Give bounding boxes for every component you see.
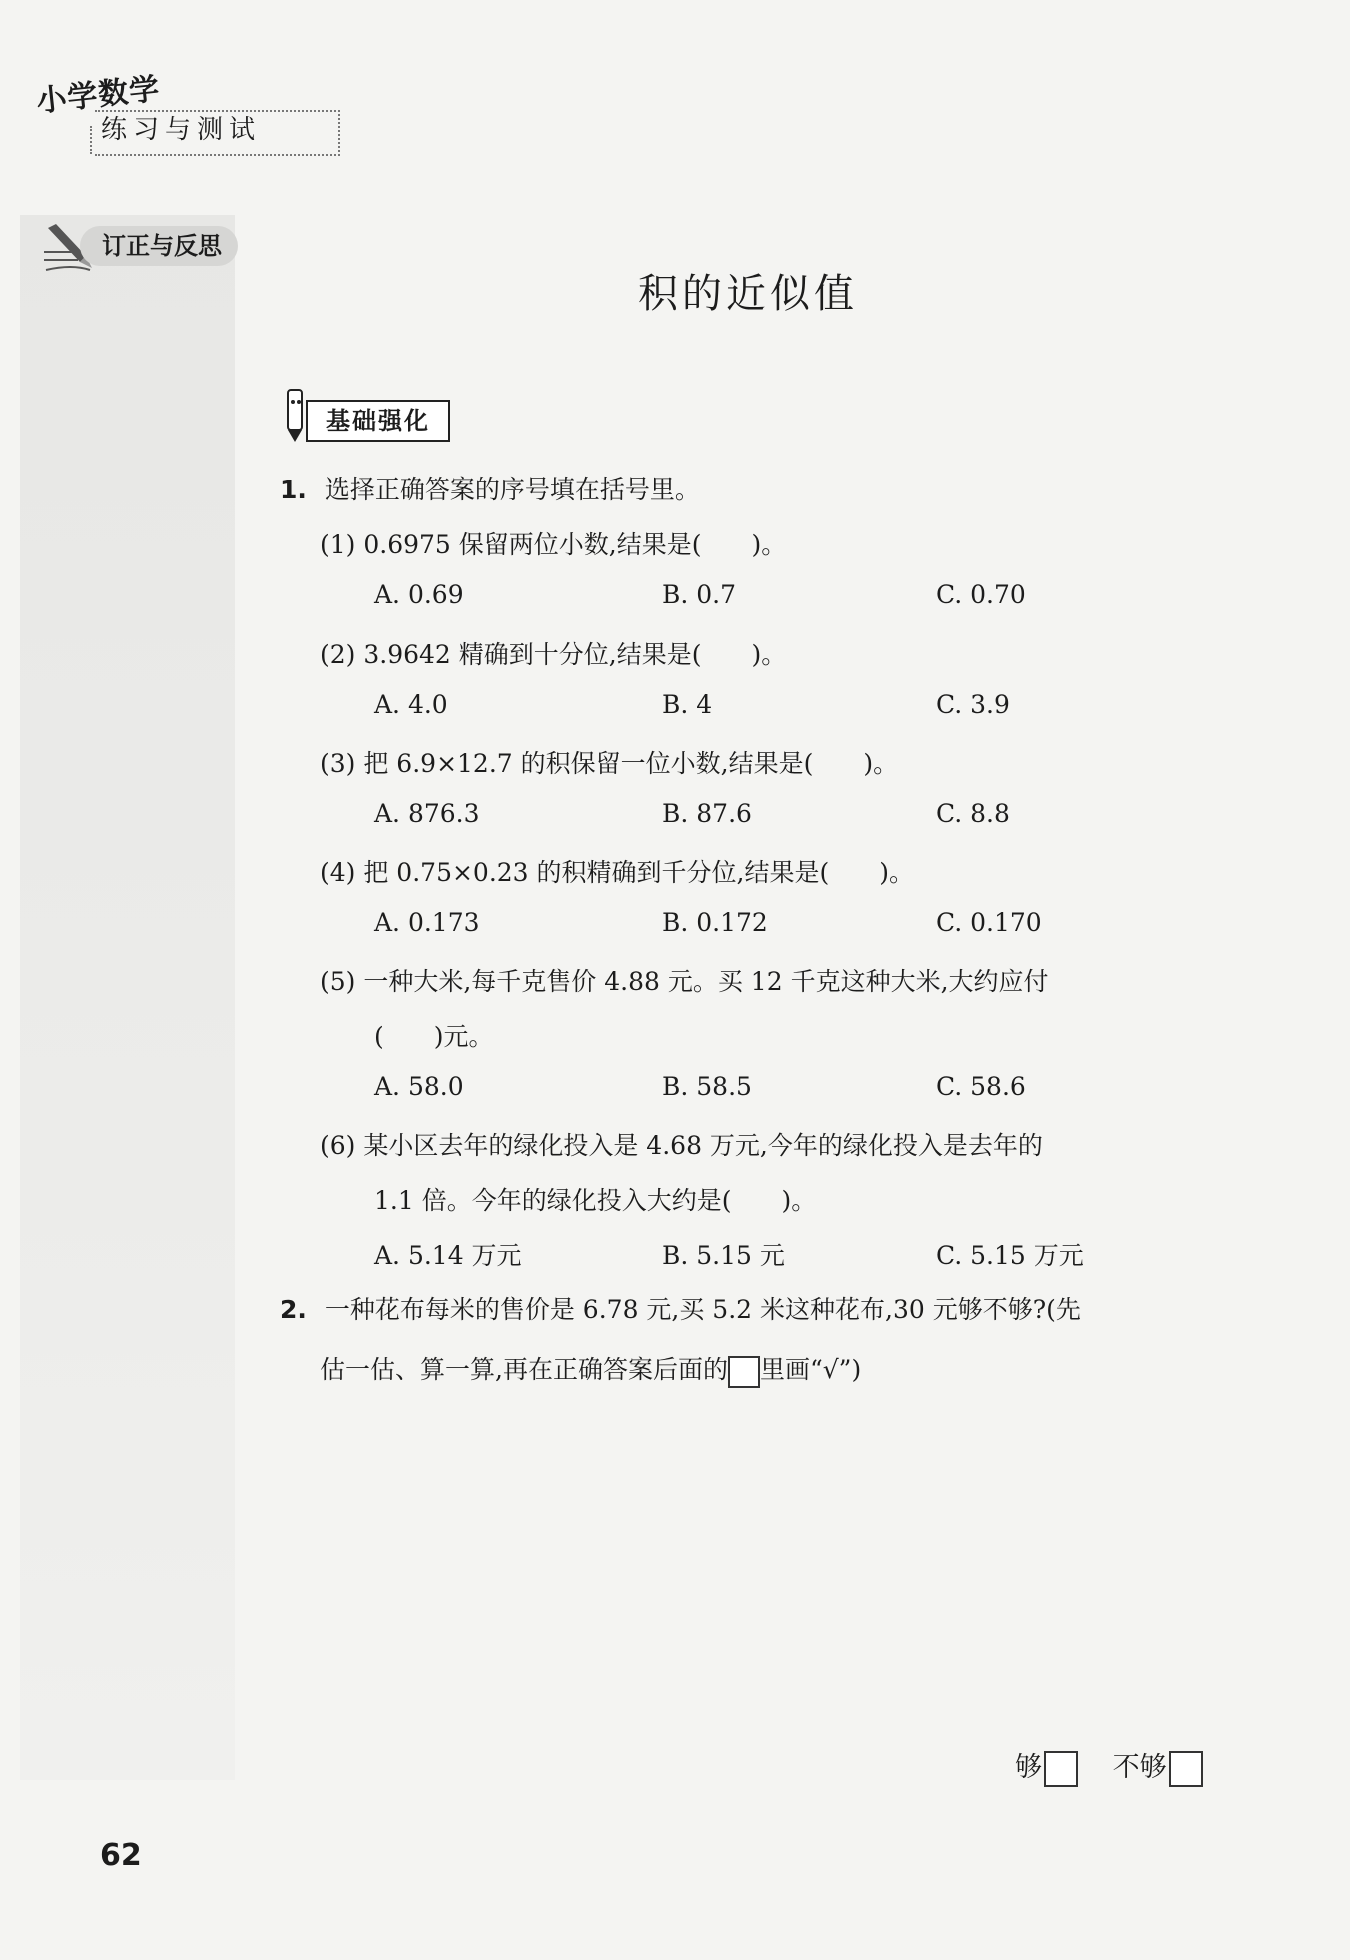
option-b: B. 87.6 bbox=[662, 799, 752, 828]
page-number: 62 bbox=[100, 1838, 142, 1873]
answer-options bbox=[1015, 1745, 1203, 1787]
option-b: B. 5.15 元 bbox=[662, 1241, 785, 1270]
option-b: B. 0.172 bbox=[662, 908, 768, 937]
instruction-text: 估一估、算一算,再在正确答案后面的 bbox=[320, 1355, 728, 1384]
option-c: C. 8.8 bbox=[936, 799, 1010, 828]
option-a: A. 0.173 bbox=[374, 908, 480, 937]
brand-subtitle: 练习与测试 bbox=[95, 110, 340, 156]
brand-title: 小学数学 bbox=[34, 71, 162, 120]
question-1 bbox=[280, 470, 700, 506]
option-a: A. 876.3 bbox=[374, 799, 480, 828]
option-c: C. 5.15 万元 bbox=[936, 1241, 1084, 1270]
question-number: 2. bbox=[280, 1295, 307, 1324]
sample-box bbox=[728, 1356, 760, 1388]
revision-sidebar bbox=[20, 215, 235, 1780]
page-title: 积的近似值 bbox=[638, 271, 858, 317]
option-a: A. 4.0 bbox=[374, 690, 448, 719]
subquestion-3: (3) 把 6.9×12.7 的积保留一位小数,结果是( )。 bbox=[320, 749, 899, 778]
subquestion-6: (6) 某小区去年的绿化投入是 4.68 万元,今年的绿化投入是去年的 bbox=[320, 1131, 1043, 1160]
option-b: B. 0.7 bbox=[662, 580, 737, 609]
option-c: C. 0.170 bbox=[936, 908, 1042, 937]
subquestion-2: (2) 3.9642 精确到十分位,结果是( )。 bbox=[320, 640, 787, 669]
option-c: C. 3.9 bbox=[936, 690, 1010, 719]
option-b: B. 58.5 bbox=[662, 1072, 752, 1101]
instruction-text-end: 里画“√”) bbox=[759, 1355, 862, 1384]
option-c: C. 58.6 bbox=[936, 1072, 1026, 1101]
option-a: A. 58.0 bbox=[374, 1072, 464, 1101]
question-stem: 选择正确答案的序号填在括号里。 bbox=[324, 475, 700, 504]
not-enough-label: 不够 bbox=[1112, 1752, 1167, 1783]
question-2 bbox=[280, 1290, 1081, 1326]
revision-label: 订正与反思 bbox=[80, 226, 238, 266]
subquestion-5-cont: ( )元。 bbox=[374, 1022, 494, 1051]
not-enough-checkbox[interactable] bbox=[1169, 1751, 1203, 1787]
subquestion-4: (4) 把 0.75×0.23 的积精确到千分位,结果是( )。 bbox=[320, 858, 914, 887]
subquestion-1: (1) 0.6975 保留两位小数,结果是( )。 bbox=[320, 530, 787, 559]
option-a: A. 5.14 万元 bbox=[374, 1241, 522, 1270]
option-c: C. 0.70 bbox=[936, 580, 1026, 609]
enough-checkbox[interactable] bbox=[1044, 1751, 1078, 1787]
enough-label: 够 bbox=[1015, 1752, 1042, 1783]
subquestion-6-cont: 1.1 倍。今年的绿化投入大约是( )。 bbox=[374, 1186, 817, 1215]
question-stem-line1: 一种花布每米的售价是 6.78 元,买 5.2 米这种花布,30 元够不够?(先 bbox=[324, 1295, 1081, 1324]
question-2-line2 bbox=[320, 1350, 861, 1388]
option-a: A. 0.69 bbox=[374, 580, 464, 609]
section-label: 基础强化 bbox=[306, 400, 450, 442]
question-number: 1. bbox=[280, 475, 307, 504]
option-b: B. 4 bbox=[662, 690, 713, 719]
subquestion-5: (5) 一种大米,每千克售价 4.88 元。买 12 千克这种大米,大约应付 bbox=[320, 967, 1049, 996]
